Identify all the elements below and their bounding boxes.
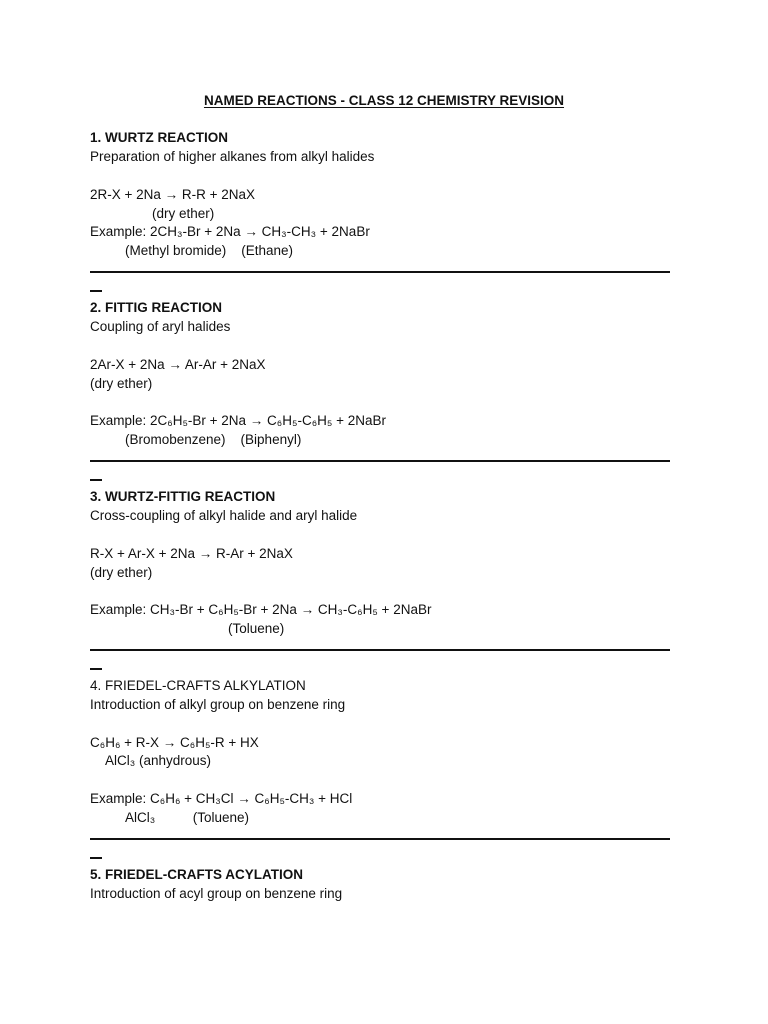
document-title: NAMED REACTIONS - CLASS 12 CHEMISTRY REVISION	[203, 93, 565, 108]
reaction-condition: AlCl₃ (anhydrous)	[105, 753, 212, 769]
reaction-condition: (dry ether)	[90, 564, 153, 580]
section-heading: 4. FRIEDEL-CRAFTS ALKYLATION	[90, 677, 306, 693]
section-description: Introduction of acyl group on benzene ring	[90, 885, 343, 901]
section-heading: 3. WURTZ-FITTIG REACTION	[90, 488, 276, 504]
blank-line	[90, 526, 680, 545]
section-divider	[90, 639, 680, 677]
reaction-equation: R-X + Ar-X + 2Na → R-Ar + 2NaX	[90, 545, 293, 561]
section-heading: 5. FRIEDEL-CRAFTS ACYLATION	[90, 866, 303, 882]
reaction-example: Example: C₆H₆ + CH₃Cl → C₆H₅-CH₃ + HCl	[90, 791, 353, 807]
reaction-equation: 2Ar-X + 2Na → Ar-Ar + 2NaX	[90, 356, 266, 372]
blank-line	[90, 582, 680, 601]
section-description: Coupling of aryl halides	[90, 318, 231, 334]
section-heading: 2. FITTIG REACTION	[90, 300, 223, 316]
reaction-equation: 2R-X + 2Na → R-R + 2NaX	[90, 186, 256, 202]
section-wurtz-fittig-reaction	[90, 488, 680, 677]
section-divider	[90, 450, 680, 488]
blank-line	[90, 771, 680, 790]
section-wurtz-reaction	[90, 129, 680, 299]
section-friedel-crafts-acylation	[90, 866, 680, 904]
example-names: (Methyl bromide) (Ethane)	[125, 243, 294, 259]
section-description: Cross-coupling of alkyl halide and aryl halide	[90, 507, 358, 523]
section-description: Preparation of higher alkanes from alkyl halides	[90, 148, 375, 164]
reaction-equation: C₆H₆ + R-X → C₆H₅-R + HX	[90, 734, 259, 750]
section-description: Introduction of alkyl group on benzene ring	[90, 696, 346, 712]
reaction-example: Example: CH₃-Br + C₆H₅-Br + 2Na → CH₃-C₆H₅ + 2NaBr	[90, 602, 432, 618]
section-divider	[90, 261, 680, 299]
section-divider	[90, 828, 680, 866]
document-body	[90, 129, 680, 904]
blank-line	[90, 715, 680, 734]
example-names: (Bromobenzene) (Biphenyl)	[125, 432, 302, 448]
example-names: (Toluene)	[228, 621, 285, 637]
section-heading: 1. WURTZ REACTION	[90, 130, 228, 145]
example-names: AlCl₃ (Toluene)	[125, 810, 250, 826]
section-fittig-reaction	[90, 299, 680, 488]
blank-line	[90, 167, 680, 186]
blank-line	[90, 393, 680, 412]
reaction-condition: (dry ether)	[90, 375, 153, 391]
section-friedel-crafts-alkylation	[90, 677, 680, 866]
blank-line	[90, 337, 680, 356]
reaction-example: Example: 2C₆H₅-Br + 2Na → C₆H₅-C₆H₅ + 2NaBr	[90, 413, 386, 429]
reaction-example: Example: 2CH₃-Br + 2Na → CH₃-CH₃ + 2NaBr	[90, 224, 370, 240]
reaction-condition: (dry ether)	[152, 205, 215, 221]
